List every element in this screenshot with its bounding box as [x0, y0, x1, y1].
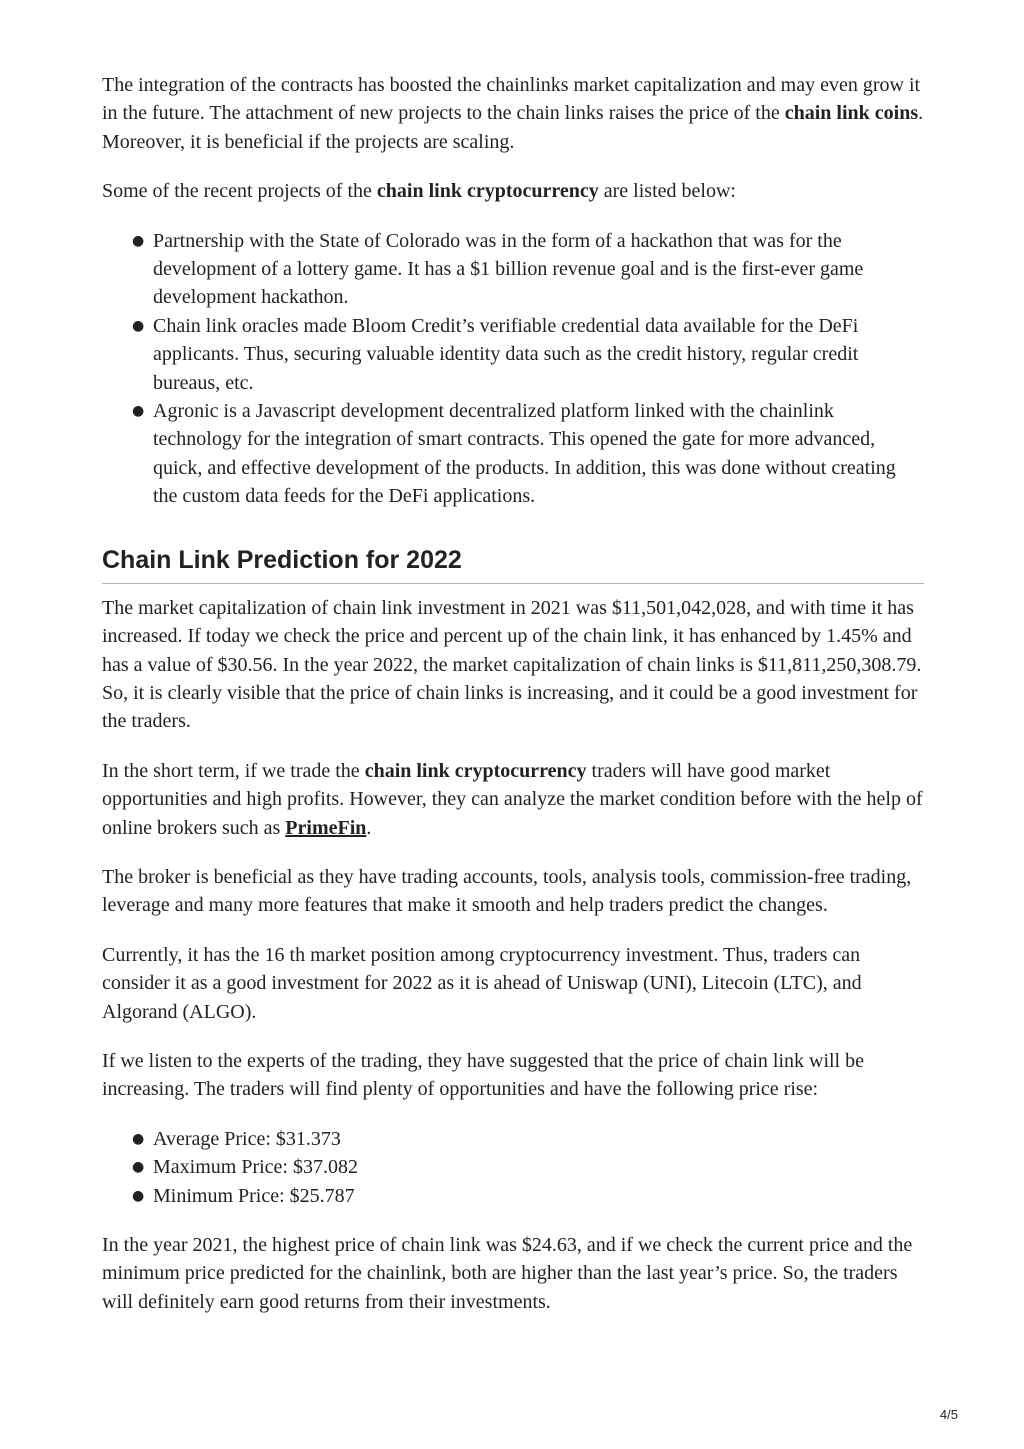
bullet-icon: ● — [132, 317, 145, 334]
page-number: 4/5 — [939, 1407, 958, 1422]
text-segment: traders will have good market opportunities and high profits. However, they can analyze the market condition before with the help of online brokers such as — [102, 759, 923, 839]
paragraph-contract-integration — [102, 71, 924, 156]
bold-keyword: chain link coins — [784, 102, 919, 125]
text-segment: Some of the recent projects of the — [102, 180, 377, 203]
article-body — [102, 71, 924, 1337]
list-item — [132, 312, 924, 397]
bullet-icon: ● — [132, 1159, 145, 1176]
bullet-icon: ● — [132, 1130, 145, 1147]
list-item-text: Minimum Price: $25.787 — [153, 1184, 355, 1207]
price-prediction-list — [102, 1125, 924, 1210]
list-item — [132, 1153, 924, 1181]
list-item-text: Maximum Price: $37.082 — [153, 1156, 358, 1179]
list-item-text: Average Price: $31.373 — [153, 1127, 341, 1150]
text-segment: . Moreover, it is beneficial if the projects are scaling. — [102, 102, 924, 153]
text-segment: are listed below: — [598, 180, 736, 203]
section-heading: Chain Link Prediction for 2022 — [102, 545, 924, 584]
bold-keyword: chain link cryptocurrency — [376, 180, 599, 203]
list-item-text: Chain link oracles made Bloom Credit’s verifiable credential data available for the DeFi applicants. Thus, securing valuable identity data such as the credit history, regular credit bureaus, etc. — [153, 314, 859, 394]
bullet-icon: ● — [132, 403, 145, 420]
primefin-link[interactable]: PrimeFin — [285, 816, 367, 839]
list-item-text: Partnership with the State of Colorado was in the form of a hackathon that was for the development of a lottery game. It has a $1 billion revenue goal and is the first-ever game development hackathon. — [153, 229, 864, 309]
paragraph-broker: The broker is beneficial as they have trading accounts, tools, analysis tools, commission-free trading, leverage and many more features that make it smooth and help traders predict the changes. — [102, 865, 912, 917]
list-item — [132, 227, 924, 312]
bullet-icon: ● — [132, 232, 145, 249]
text-segment: The integration of the contracts has boosted the chainlinks market capitalization and may even grow it in the future. The attachment of new projects to the chain links raises the price of the — [102, 74, 921, 125]
paragraph-experts: If we listen to the experts of the trading, they have suggested that the price of chain link will be increasing. The traders will find plenty of opportunities and have the following price rise: — [102, 1049, 864, 1101]
list-item — [132, 397, 924, 511]
bullet-icon: ● — [132, 1187, 145, 1204]
paragraph-short-term — [102, 757, 924, 842]
list-item — [132, 1182, 924, 1210]
recent-projects-list — [102, 227, 924, 511]
paragraph-recent-projects-intro — [102, 177, 924, 205]
paragraph-conclusion: In the year 2021, the highest price of chain link was $24.63, and if we check the current price and the minimum price predicted for the chainlink, both are higher than the last year’s price. So, the traders will definitely earn good returns from their investments. — [102, 1234, 913, 1313]
text-segment: . — [366, 816, 372, 839]
list-item-text: Agronic is a Javascript development decentralized platform linked with the chainlink technology for the integration of smart contracts. This opened the gate for more advanced, quick, and effective development of the products. In addition, this was done without creating the custom data feeds for the DeFi applications. — [153, 400, 896, 508]
list-item — [132, 1125, 924, 1153]
text-segment: In the short term, if we trade the — [102, 759, 365, 782]
bold-keyword: chain link cryptocurrency — [364, 759, 587, 782]
paragraph-market-cap: The market capitalization of chain link investment in 2021 was $11,501,042,028, and with time it has increased. If today we check the price and percent up of the chain link, it has enhanced by 1.45% and has a value of $30.56. In the year 2022, the market capitalization of chain links is $11,811,250,308.79. So, it is clearly visible that the price of chain links is increasing, and it could be a good investment for the traders. — [102, 596, 922, 733]
paragraph-market-position: Currently, it has the 16 th market position among cryptocurrency investment. Thus, traders can consider it as a good investment for 2022 as it is ahead of Uniswap (UNI), Litecoin (LTC), and Algorand (ALGO). — [102, 943, 862, 1023]
